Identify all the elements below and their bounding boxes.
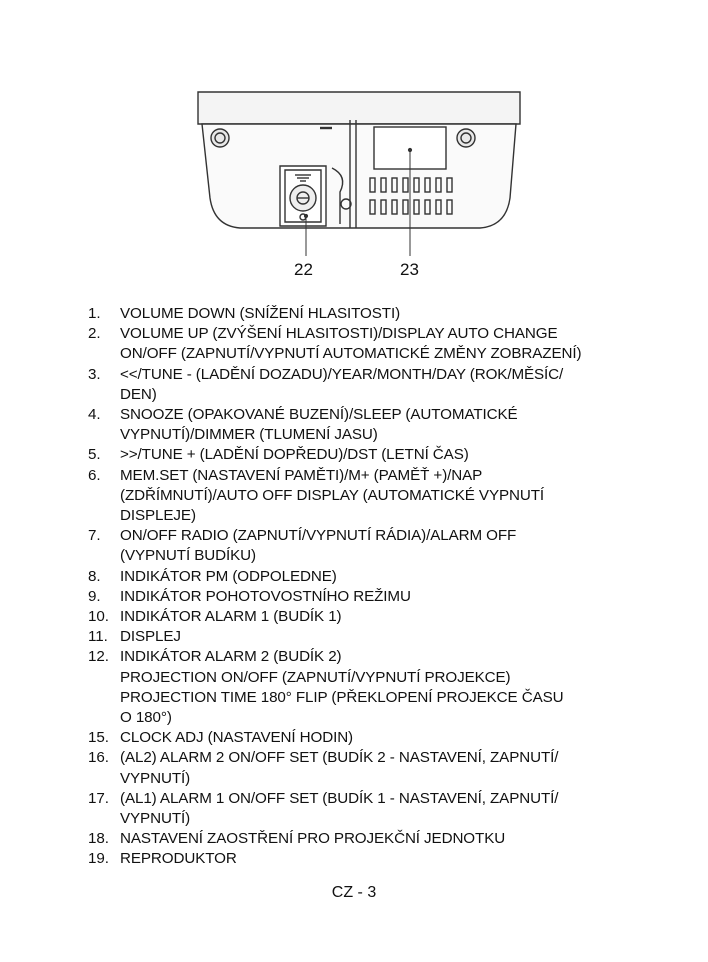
list-item (88, 849, 648, 869)
item-number: 2. (88, 325, 101, 343)
item-text: VOLUME UP (ZVÝŠENÍ HLASITOSTI)/DISPLAY AUTO CHANGE ON/OFF (ZAPNUTÍ/VYPNUTÍ AUTOMATICKÉ ZMĚNY ZOBRAZENÍ) (120, 325, 582, 363)
item-text: CLOCK ADJ (NASTAVENÍ HODIN) (120, 729, 354, 747)
item-text: <</TUNE - (LADĚNÍ DOZADU)/YEAR/MONTH/DAY (ROK/MĚSÍC/ DEN) (120, 365, 564, 403)
item-text: SNOOZE (OPAKOVANÉ BUZENÍ)/SLEEP (AUTOMATICKÉ VYPNUTÍ)/DIMMER (TLUMENÍ JASU) (120, 406, 518, 444)
list-item (88, 829, 648, 849)
item-text: DISPLEJ (120, 628, 181, 646)
item-number: 10. (88, 608, 109, 626)
item-number: 11. (88, 628, 108, 646)
item-text: MEM.SET (NASTAVENÍ PAMĚTI)/M+ (PAMĚŤ +)/NAP (ZDŘÍMNUTÍ)/AUTO OFF DISPLAY (AUTOMATICKÉ VYPNUTÍ DISPLEJE) (120, 466, 545, 525)
list-item (88, 365, 648, 405)
item-text: INDIKÁTOR POHOTOVOSTNÍHO REŽIMU (120, 587, 411, 605)
item-text: ON/OFF RADIO (ZAPNUTÍ/VYPNUTÍ RÁDIA)/ALARM OFF (VYPNUTÍ BUDÍKU) (120, 527, 517, 565)
item-number: 12. (88, 648, 109, 666)
item-text: (AL1) ALARM 1 ON/OFF SET (BUDÍK 1 - NASTAVENÍ, ZAPNUTÍ/ VYPNUTÍ) (120, 789, 559, 828)
list-item (88, 304, 648, 324)
list-item (88, 445, 648, 465)
item-text: INDIKÁTOR ALARM 2 (BUDÍK 2) PROJECTION ON/OFF (ZAPNUTÍ/VYPNUTÍ PROJEKCE) PROJECTION TIME 180° FLIP (PŘEKLOPENÍ PROJEKCE ČASU O 180°) (120, 648, 564, 727)
callout-22: 22 (294, 260, 313, 279)
callout-23: 23 (400, 260, 419, 279)
list-item (88, 567, 648, 587)
list-item (88, 728, 648, 748)
list-item (88, 748, 648, 788)
item-number: 4. (88, 406, 101, 424)
item-text: INDIKÁTOR ALARM 1 (BUDÍK 1) (120, 608, 342, 626)
list-item (88, 587, 648, 607)
item-text: >>/TUNE + (LADĚNÍ DOPŘEDU)/DST (LETNÍ ČAS) (120, 446, 469, 464)
item-number: 18. (88, 830, 109, 848)
item-number: 6. (88, 466, 101, 484)
item-number: 9. (88, 587, 101, 605)
item-number: 8. (88, 567, 101, 585)
item-text: VOLUME DOWN (SNÍŽENÍ HLASITOSTI) (120, 305, 401, 322)
item-text: INDIKÁTOR PM (ODPOLEDNE) (120, 567, 337, 585)
device-bottom-illustration (180, 80, 540, 290)
list-item (88, 607, 648, 627)
list-item (88, 324, 648, 364)
page-number: CZ - 3 (331, 884, 377, 901)
item-number: 5. (88, 446, 101, 464)
controls-list (88, 304, 648, 870)
item-text: NASTAVENÍ ZAOSTŘENÍ PRO PROJEKČNÍ JEDNOTKU (120, 830, 506, 848)
item-number: 7. (88, 527, 101, 545)
list-item (88, 526, 648, 566)
item-number: 19. (88, 850, 109, 868)
device-drawing (180, 80, 540, 290)
list-item (88, 627, 648, 647)
item-number: 3. (88, 365, 101, 383)
item-text: REPRODUKTOR (120, 850, 237, 868)
item-number: 17. (88, 789, 109, 807)
list-item (88, 647, 648, 728)
item-number: 16. (88, 749, 109, 767)
item-text: (AL2) ALARM 2 ON/OFF SET (BUDÍK 2 - NASTAVENÍ, ZAPNUTÍ/ VYPNUTÍ) (120, 749, 559, 787)
item-number: 15. (88, 729, 109, 747)
item-number: 1. (88, 305, 101, 322)
list-item (88, 466, 648, 527)
list-item (88, 789, 648, 829)
list-item (88, 405, 648, 445)
